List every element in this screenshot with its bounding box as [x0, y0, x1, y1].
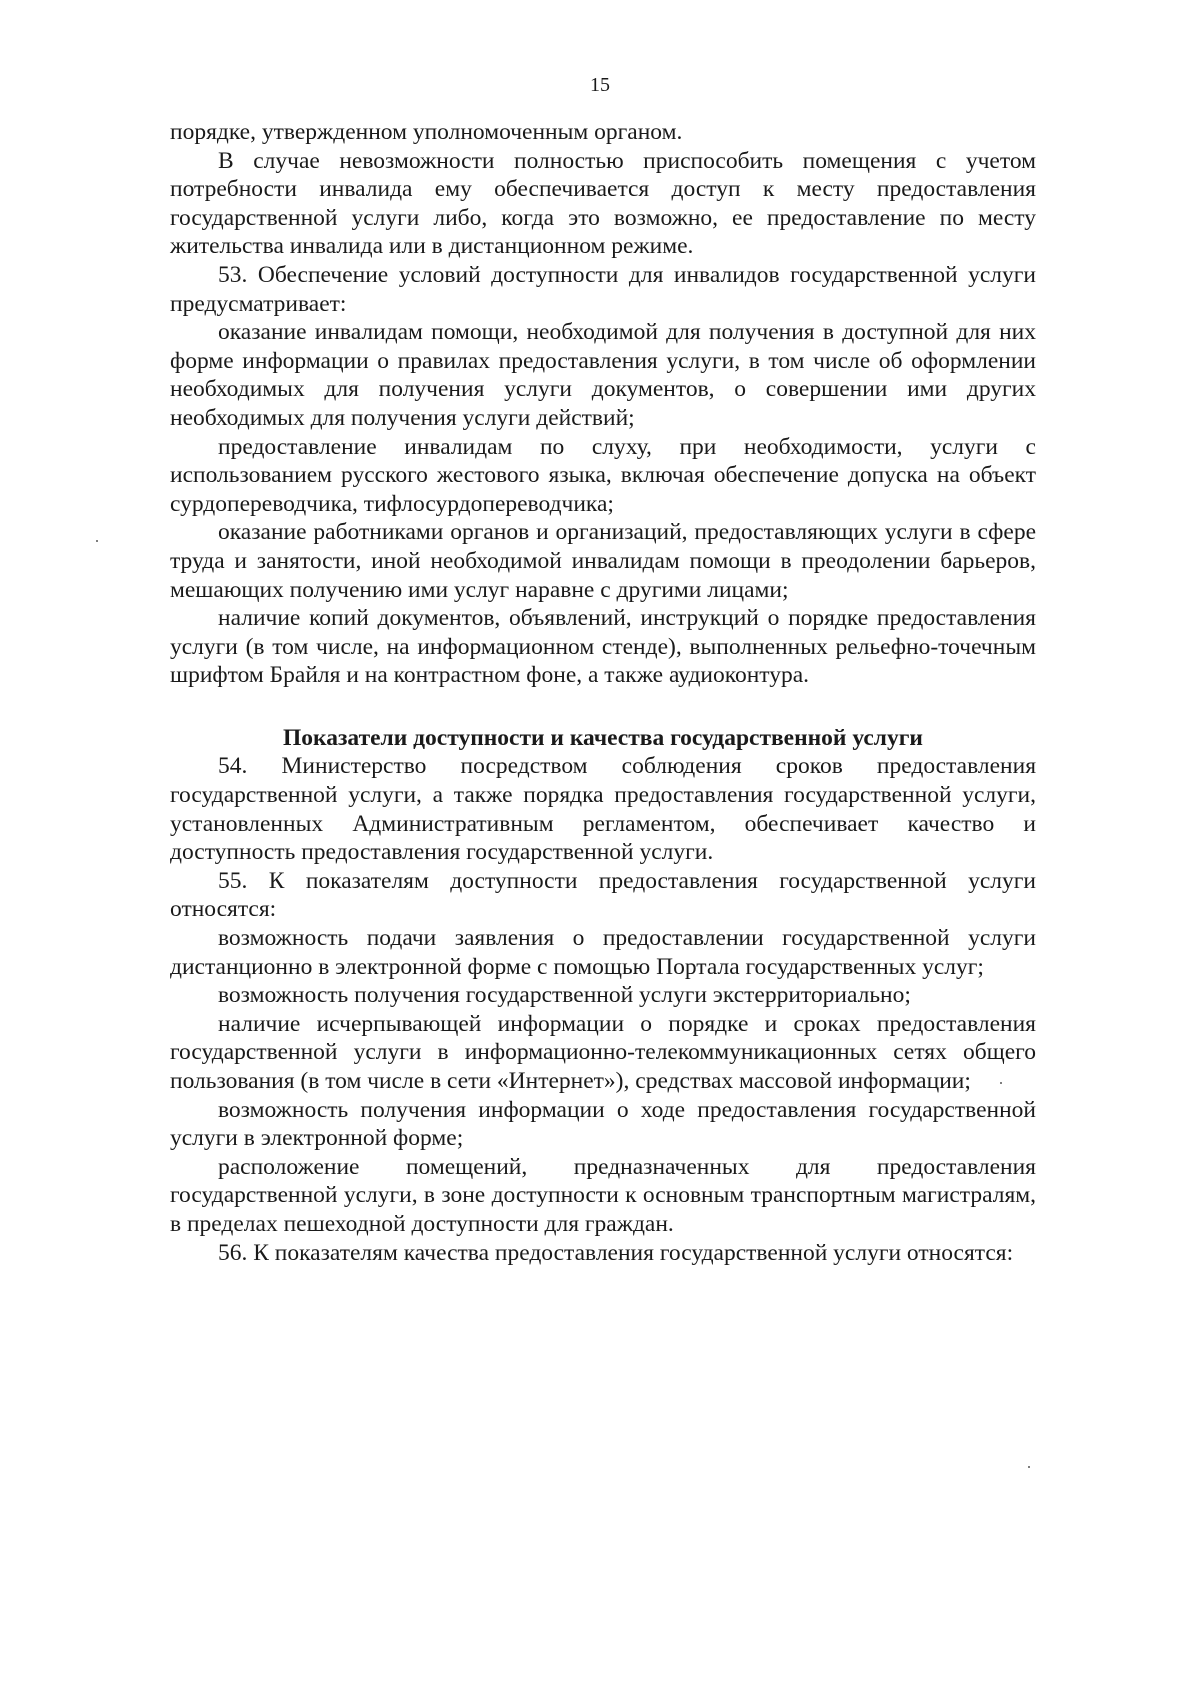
- scan-speck: [1000, 1082, 1002, 1084]
- list-item-sign-language: предоставление инвалидам по слуху, при необходимости, услуги с использованием русского жестового языка, включая обеспечение допуска на объект сурдопереводчика, тифлосурдопереводчика;: [170, 433, 1036, 517]
- paragraph-continuation: порядке, утвержденном уполномоченным органом.: [170, 119, 683, 145]
- list-item-staff-help: оказание работниками органов и организаций, предоставляющих услуги в сфере труда и занятости, иной необходимой инвалидам помощи в преодолении барьеров, мешающих получению ими услуг наравне с другими лицами;: [170, 519, 1036, 603]
- list-item-premises-location: расположение помещений, предназначенных для предоставления государственной услуги, в зоне доступности к основным транспортным магистралям, в пределах пешеходной доступности для граждан.: [170, 1153, 1036, 1237]
- list-item-braille: наличие копий документов, объявлений, инструкций о порядке предоставления услуги (в том числе, на информационном стенде), выполненных рельефно-точечным шрифтом Брайля и на контрастном фоне, а также аудиоконтура.: [170, 605, 1036, 689]
- list-item-information-availability: наличие исчерпывающей информации о порядке и сроках предоставления государственной услуги в информационно-телекоммуникационных сетях общего пользования (в том числе в сети «Интернет»), средствах массовой информации;: [170, 1010, 1036, 1094]
- document-body: [170, 118, 1036, 1267]
- list-item-progress-information: возможность получения информации о ходе предоставления государственной услуги в электронной форме;: [170, 1096, 1036, 1152]
- page-number: 15: [590, 74, 610, 96]
- paragraph-53: 53. Обеспечение условий доступности для инвалидов государственной услуги предусматривает:: [170, 261, 1036, 317]
- scan-speck: [1028, 1466, 1030, 1468]
- paragraph-impossibility-adaptation: В случае невозможности полностью приспособить помещения с учетом потребности инвалида ему обеспечивается доступ к месту предоставления государственной услуги либо, когда это возможно, ее предоставление по месту жительства инвалида или в дистанционном режиме.: [170, 147, 1036, 260]
- section-heading: Показатели доступности и качества государственной услуги: [283, 724, 923, 751]
- paragraph-55: 55. К показателям доступности предоставления государственной услуги относятся:: [170, 867, 1036, 923]
- paragraph-54: 54. Министерство посредством соблюдения сроков предоставления государственной услуги, а также порядка предоставления государственной услуги, установленных Административным регламентом, обеспечивает качество и доступность предоставления государственной услуги.: [170, 753, 1036, 866]
- list-item-assistance: оказание инвалидам помощи, необходимой для получения в доступной для них форме информации о правилах предоставления услуги, в том числе об оформлении необходимых для получения услуги документов, о совершении ими других необходимых для получения услуги действий;: [170, 319, 1036, 431]
- scan-speck: [96, 540, 98, 542]
- list-item-remote-application: возможность подачи заявления о предоставлении государственной услуги дистанционно в электронной форме с помощью Портала государственных услуг;: [170, 925, 1036, 980]
- list-item-extraterritorial: возможность получения государственной услуги экстерриториально;: [218, 982, 911, 1009]
- paragraph-56: 56. К показателям качества предоставления государственной услуги относятся:: [218, 1239, 1014, 1266]
